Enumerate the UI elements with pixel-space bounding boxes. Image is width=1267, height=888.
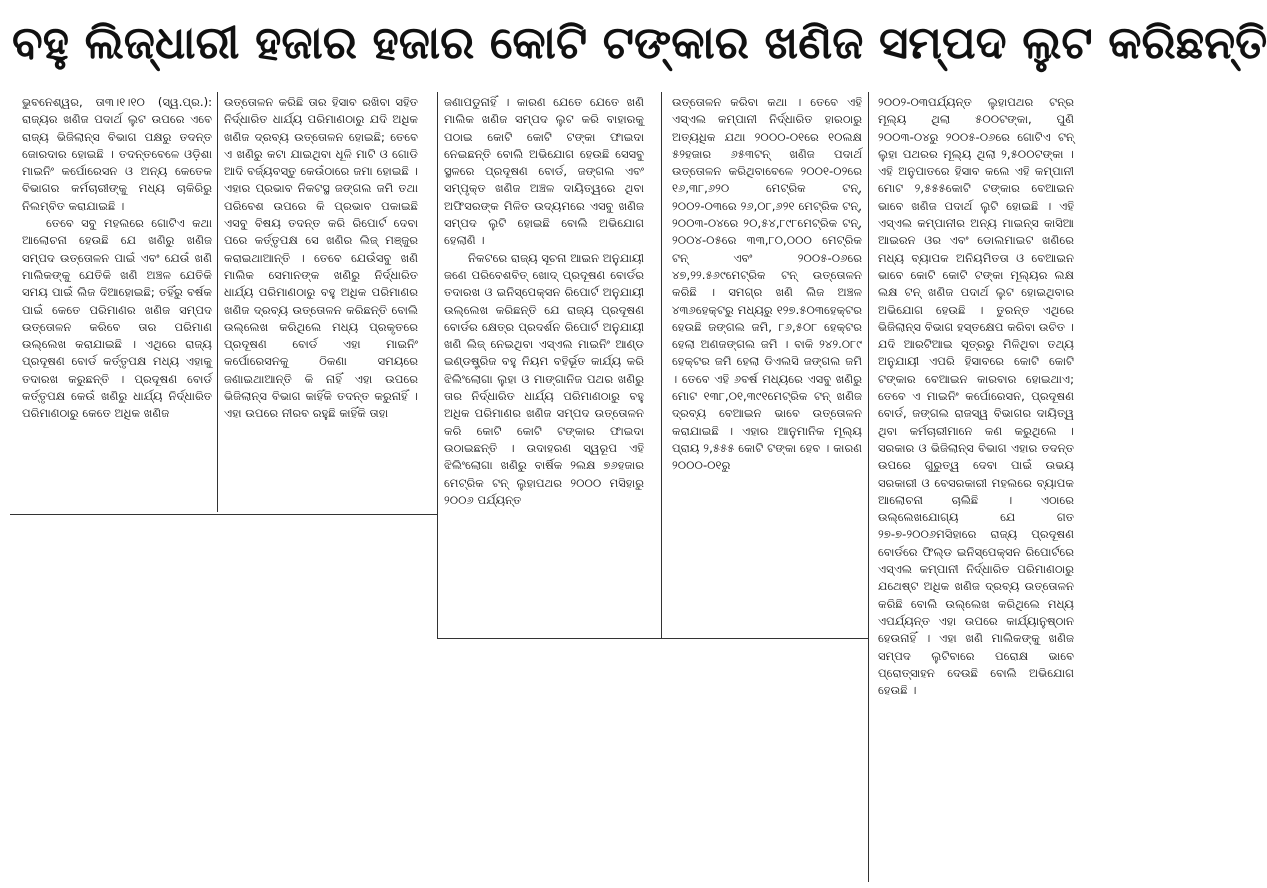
column-divider	[661, 92, 662, 638]
article-column-2	[224, 94, 418, 512]
paragraph: ଜଣାପଡୁନାହିଁ । କାରଣ ଯେତେ ଯେତେ ଖଣି ମାଲିକ ଖଣିଜ ସମ୍ପଦ ଲୁଟ କରି ବାହାରକୁ ପଠାଇ କୋଟି କୋଟି ଟଙ୍କା ଫାଇଦା ନେଇଛନ୍ତି ବୋଲି ଅଭିଯୋଗ ହେଉଛି ସେସବୁ ସ୍ଥଳରେ ପ୍ରଦୂଷଣ ବୋର୍ଡ, ଜଙ୍ଗଲ ଏବଂ ସମ୍ପୃକ୍ତ ଖଣିଜ ଅଞ୍ଚଳ ଦାୟିତ୍ୱରେ ଥିବା ଅଫିସରଙ୍କ ମିଳିତ ଉଦ୍ୟମରେ ଏସବୁ ଖଣିଜ ସମ୍ପଦ ଲୁଟି ହୋଇଛି ବୋଲି ଅଭିଯୋଗ ହେଲାଣି ।	[444, 95, 644, 248]
paragraph: ଉତ୍ତୋଳନ କରିଛି ତାର ହିସାବ ରଖିବା ସହିତ ନିର୍ଦ୍ଧାରିତ ଧାର୍ଯ୍ୟ ପରିମାଣଠାରୁ ଯଦି ଅଧିକ ଖଣିଜ ଦ୍ରବ୍ୟ ଉତ୍ତୋଳନ ହୋଇଛି; ତେବେ ଏ ଖଣିରୁ କଟା ଯାଇଥିବା ଧୂଳି ମାଟି ଓ ଗୋଡି ଆଦି ବର୍ଜ୍ୟବସ୍ତୁ କେଉଁଠାରେ ଜମା ହୋଇଛି । ଏହାର ପ୍ରଭାବ ନିକଟସ୍ଥ ଜଙ୍ଗଲ ଜମି ତଥା ପରିବେଶ ଉପରେ କି ପ୍ରଭାବ ପକାଇଛି ଏସବୁ ବିଷୟ ତଦନ୍ତ କରି ରିପୋର୍ଟ ଦେବା ପରେ କର୍ତ୍ତୃପକ୍ଷ ସେ ଖଣିର ଲିଜ୍ ମଞ୍ଜୁର କରାଇଥାଆନ୍ତି । ତେବେ ଯେଉଁସବୁ ଖଣି ମାଲିକ ସେମାନଙ୍କ ଖଣିରୁ ନିର୍ଦ୍ଧାରିତ ଧାର୍ଯ୍ୟ ପରିମାଣଠାରୁ ବହୁ ଅଧିକ ପରିମାଣର ଖଣିଜ ଦ୍ରବ୍ୟ ଉତ୍ତୋଳନ କରିଛନ୍ତି ବୋଲି ଉଲ୍ଲେଖ କରିଥିଲେ ମଧ୍ୟ ପ୍ରକୃତରେ ପ୍ରଦୂଷଣ ବୋର୍ଡ ଏହା ମାଇନିଂ କର୍ପୋରେସନକୁ ଠିକଣା ସମୟରେ ଜଣାଇଥାଆନ୍ତି କି ନାହିଁ ଏହା ଉପରେ ଭିଜିଲାନ୍ସ ବିଭାଗ କାହିଁକି ତଦନ୍ତ କରୁନାହିଁ । ଏହା ଉପରେ ନୀରବ ରହୁଛି କାହିଁକି ତାହା	[224, 95, 418, 421]
column-bottom-rule	[10, 514, 438, 515]
paragraph: ତେବେ ସବୁ ମହଲରେ ଗୋଟିଏ କଥା ଆଲୋଚନା ହେଉଛି ଯେ ଖଣିରୁ ଖଣିଜ ସମ୍ପଦ ଉତ୍ତୋଳନ ପାଇଁ ଏବଂ ଯେଉଁ ଖଣି ମାଲିକଙ୍କୁ ଯେତିକି ଖଣି ଅଞ୍ଚଳ ଯେତିକି ସମୟ ପାଇଁ ଲିଜ ଦିଆହୋଇଛି; ତହିଁରୁ ବର୍ଷକ ପାଇଁ କେତେ ପରିମାଣର ଖଣିଜ ସମ୍ପଦ ଉତ୍ତୋଳନ କରିବେ ତାର ପରିମାଣ ଉଲ୍ଲେଖ କରାଯାଇଛି । ଏଥିରେ ରାଜ୍ୟ ପ୍ରଦୂଷଣ ବୋର୍ଡ କର୍ତ୍ତୃପକ୍ଷ ମଧ୍ୟ ଏହାକୁ ତଦାରଖ କରୁଛନ୍ତି । ପ୍ରଦୂଷଣ ବୋର୍ଡ କର୍ତ୍ତୃପକ୍ଷ କେଉଁ ଖଣିରୁ ଧାର୍ଯ୍ୟ ନିର୍ଦ୍ଧାରିତ ପରିମାଣଠାରୁ କେତେ ଅଧିକ ଖଣିଜ	[22, 216, 212, 421]
article-column-5	[878, 94, 1074, 880]
article-column-1	[22, 94, 212, 512]
headline: ବହୁ ଲିଜ୍‌ଧାରୀ ହଜାର ହଜାର କୋଟି ଟଙ୍କାର ଖଣିଜ ସମ୍ପଦ ଲୁଟ କରିଛନ୍ତି	[12, 16, 1267, 69]
column-divider	[437, 92, 438, 638]
column-divider	[868, 92, 869, 882]
column-bottom-rule	[437, 638, 869, 639]
paragraph: ନିକଟରେ ରାଜ୍ୟ ସୂଚନା ଆଇନ ଅନୁଯାୟୀ ଜଣେ ପରିବେଶବିତ୍ ଖୋଦ୍ ପ୍ରଦୂଷଣ ବୋର୍ଡର ତଦାରଖ ଓ ଇନିସ୍ପେକ୍ସନ ରିପୋର୍ଟ ଅନୁଯାୟୀ ଉଲ୍ଲେଖ କରିଛନ୍ତି ଯେ ରାଜ୍ୟ ପ୍ରଦୂଷଣ ବୋର୍ଡର କ୍ଷେତ୍ର ପ୍ରଦର୍ଶନ ରିପୋର୍ଟ ଅନୁଯାୟୀ ଖଣି ଲିଜ୍ ନେଇଥିବା ଏସ୍‌ଏଲ ମାଇନିଂ ଆଣ୍ଡ ଇଣ୍ଡଷ୍ଟ୍ରିଜ ବହୁ ନିୟମ ବହିର୍ଭୂତ କାର୍ଯ୍ୟ କରି ଝିଲିଂଲୋଗା ଲୁହା ଓ ମାଙ୍ଗାନିଜ ପଥର ଖଣିରୁ ତାର ନିର୍ଦ୍ଧାରିତ ଧାର୍ଯ୍ୟ ପରିମାଣଠାରୁ ବହୁ ଅଧିକ ପରିମାଣର ଖଣିଜ ସମ୍ପଦ ଉତ୍ତୋଳନ କରି କୋଟି କୋଟି ଟଙ୍କାର ଫାଇଦା ଉଠାଇଛନ୍ତି । ଉଦାହରଣ ସ୍ୱରୂପ ଏହି ଝିଲିଂଲୋଗା ଖଣିରୁ ବାର୍ଷିକ ୨ଲକ୍ଷ ୭୬ହଜାର ମେଟ୍ରିକ ଟନ୍ ଲୁହାପଥର ୨୦୦୦ ମସିହାରୁ ୨୦୦୬ ପର୍ଯ୍ୟନ୍ତ	[444, 250, 644, 507]
article-column-4	[672, 94, 862, 632]
article-column-3	[444, 94, 644, 632]
paragraph: ଉତ୍ତୋଳନ କରିବା କଥା । ତେବେ ଏହି ଏସ୍‌ଏଲ କମ୍ପାନୀ ନିର୍ଦ୍ଧାରିତ ହାରଠାରୁ ଅତ୍ୟଧିକ ଯଥା ୨୦୦୦-୦୧ରେ ୧୦ଲକ୍ଷ ୫୨ହଜାର ୬୫୩ଟନ୍ ଖଣିଜ ପଦାର୍ଥ ଉତ୍ତୋଳନ କରିଥିବାବେଳେ ୨୦୦୧-୦୨ରେ ୧୬,୩୮,୬୨୦ ମେଟ୍ରିକ ଟନ୍, ୨୦୦୨-୦୩ରେ ୨୬,୦୮,୬୨୧ ମେଟ୍ରିକ ଟନ୍, ୨୦୦୩-୦୪ରେ ୨୦,୫୪,୮୯୮ମେଟ୍ରିକ ଟନ୍, ୨୦୦୪-୦୫ରେ ୩୩,୮୦,୦୦୦ ମେଟ୍ରିକ ଟନ୍ ଏବଂ ୨୦୦୫-୦୬ରେ ୪୭,୨୨.୫୬୯ମେଟ୍ରିକ ଟନ୍ ଉତ୍ତୋଳନ କରିଛି । ସମଗ୍ର ଖଣି ଲିଜ ଅଞ୍ଚଳ ୪୩୬ହେକ୍ଟରୁ ମଧ୍ୟରୁ ୧୨୭.୫୦୩ହେକ୍ଟର ହେଉଛି ଜଙ୍ଗଲ ଜମି, ୮୬,୫୦୮ ହେକ୍ଟର ହେଲା ଅଣଜଙ୍ଗଲ ଜମି । ବାକି ୨୪୨.୦୮୯ ହେକ୍ଟର ଜମି ହେଲା ଡିଏଲସି ଜଙ୍ଗଲ ଜମି । ତେବେ ଏହି ୬ବର୍ଷ ମଧ୍ୟରେ ଏସବୁ ଖଣିରୁ ମୋଟ ୧୩୮,୦୧,୩୯୧ମେଟ୍ରିକ ଟନ୍ ଖଣିଜ ଦ୍ରବ୍ୟ ବେଆଇନ ଭାବେ ଉତ୍ତୋଳନ କରାଯାଇଛି । ଏହାର ଆନୁମାନିକ ମୂଲ୍ୟ ପ୍ରାୟ ୨,୫୫୫ କୋଟି ଟଙ୍କା ହେବ । କାରଣ ୨୦୦୦-୦୧ରୁ	[672, 95, 862, 473]
paragraph: ୨୦୦୨-୦୩ପର୍ଯ୍ୟନ୍ତ ଲୁହାପଥର ଟନ୍‌ର ମୂଲ୍ୟ ଥିଲା ୫୦୦ଟଙ୍କା, ପୁଣି ୨୦୦୩-୦୪ରୁ ୨୦୦୫-୦୬ରେ ଗୋଟିଏ ଟନ୍ ଲୁହା ପଥରର ମୂଲ୍ୟ ଥିଲା ୨,୫୦୦ଟଙ୍କା । ଏହି ଅନୁପାତରେ ହିସାବ କଲେ ଏହି କମ୍ପାନୀ ମୋଟ ୨,୫୫୫କୋଟି ଟଙ୍କାର ବେଆଇନ ଭାବେ ଖଣିଜ ପଦାର୍ଥ ଲୁଟି ହୋଇଛି । ଏହି ଏସ୍‌ଏଲ କମ୍ପାନୀର ଅନ୍ୟ ମାଇନ୍ସ କାସିଆ ଆଇରନ ଓର ଏବଂ ଡୋଲମାଇଟ ଖଣିରେ ମଧ୍ୟ ବ୍ୟାପକ ଅନିୟମିତତା ଓ ବେଆଇନ ଭାବେ କୋଟି କୋଟି ଟଙ୍କା ମୂଲ୍ୟର ଲକ୍ଷ ଲକ୍ଷ ଟନ୍ ଖଣିଜ ପଦାର୍ଥ ଲୁଟ ହୋଇଥିବାର ଅଭିଯୋଗ ହେଉଛି । ତୁରନ୍ତ ଏଥିରେ ଭିଜିଲାନ୍ସ ବିଭାଗ ହସ୍ତକ୍ଷେପ କରିବା ଉଚିତ । ଯଦି ଆରଟିଆଇ ସୂତ୍ରରୁ ମିଳିଥିବା ତଥ୍ୟ ଅନୁଯାୟୀ ଏପରି ହିସାବରେ କୋଟି କୋଟି ଟଙ୍କାର ବେଆଇନ କାରବାର ହୋଇଥାଏ; ତେବେ ଏ ମାଇନିଂ କର୍ପୋରେସନ, ପ୍ରଦୂଷଣ ବୋର୍ଡ, ଜଙ୍ଗଲ ରାଜସ୍ୱ ବିଭାଗର ଦାୟିତ୍ୱ ଥିବା କର୍ମଚାରୀମାନେ କଣ କରୁଥିଲେ । ସରକାର ଓ ଭିଜିଲାନ୍ସ ବିଭାଗ ଏହାର ତଦନ୍ତ ଉପରେ ଗୁରୁତ୍ୱ ଦେବା ପାଇଁ ଉଭୟ ସରକାରୀ ଓ ବେସରକାରୀ ମହଲରେ ବ୍ୟାପକ ଆଲୋଚନା ଚାଲିଛି । ଏଠାରେ ଉଲ୍ଲେଖଯୋଗ୍ୟ ଯେ ଗତ ୨୭-୭-୨୦୦୬ମସିହାରେ ରାଜ୍ୟ ପ୍ରଦୂଷଣ ବୋର୍ଡରେ ଫିଲ୍ଡ ଇନିସ୍ପେକ୍ସନ ରିପୋର୍ଟରେ ଏସ୍‌ଏଲ କମ୍ପାନୀ ନିର୍ଦ୍ଧାରିତ ପରିମାଣଠାରୁ ଯଥେଷ୍ଟ ଅଧିକ ଖଣିଜ ଦ୍ରବ୍ୟ ଉତ୍ତୋଳନ କରିଛି ବୋଲି ଉଲ୍ଲେଖ କରିଥିଲେ ମଧ୍ୟ ଏପର୍ଯ୍ୟନ୍ତ ଏହା ଉପରେ କାର୍ଯ୍ୟାନୁଷ୍ଠାନ ହେଉନାହିଁ । ଏହା ଖଣି ମାଲିକଙ୍କୁ ଖଣିଜ ସମ୍ପଦ ଲୁଟିବାରେ ପରୋକ୍ଷ ଭାବେ ପ୍ରୋତ୍ସାହନ ଦେଉଛି ବୋଲି ଅଭିଯୋଗ ହେଉଛି ।	[878, 95, 1074, 698]
column-divider	[217, 92, 218, 512]
paragraph: ଭୁବନେଶ୍ୱର, ତା୩।୧।୧୦ (ସ୍ୱ.ପ୍ର.): ରାଜ୍ୟର ଖଣିଜ ପଦାର୍ଥ ଲୁଟ ଉପରେ ଏବେ ରାଜ୍ୟ ଭିଜିଲାନ୍ସ ବିଭାଗ ପକ୍ଷରୁ ତଦନ୍ତ ଜୋରଦାର ହୋଇଛି । ତଦନ୍ତବେଳେ ଓଡ଼ିଶା ମାଇନିଂ କର୍ପୋରେସନ ଓ ଅନ୍ୟ କେତେକ ବିଭାଗର କର୍ମଚାରୀଙ୍କୁ ମଧ୍ୟ ଚାକିରିରୁ ନିଲମ୍ବିତ କରାଯାଇଛି ।	[22, 95, 212, 213]
